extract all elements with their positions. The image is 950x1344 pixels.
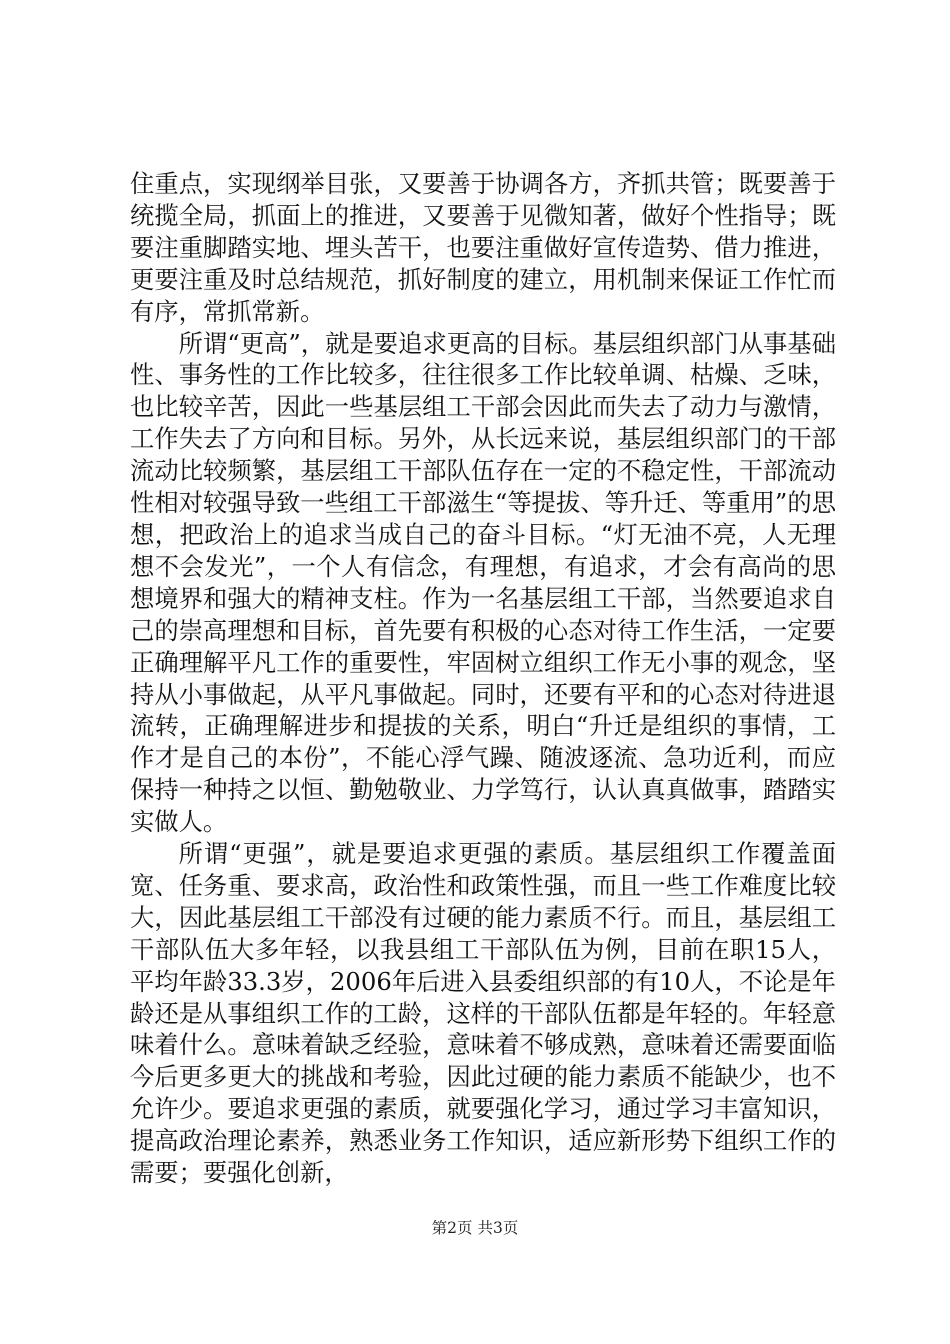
paragraph-higher-goal: 所谓“更高”，就是要追求更高的目标。基层组织部门从事基础性、事务性的工作比较多，往往很多工作比较单调、枯燥、乏味，也比较辛苦，因此一些基层组工干部会因此而失去了动力与激情，工作失去了方向和目标。另外，从长远来说，基层组织部门的干部流动比较频繁，基层组工干部队伍存在一定的不稳定性，干部流动性相对较强导致一些组工干部滋生“等提拔、等升迁、等重用”的思想，把政治上的追求当成自己的奋斗目标。“灯无油不亮，人无理想不会发光”，一个人有信念，有理想，有追求，才会有高尚的思想境界和强大的精神支柱。作为一名基层组工干部，当然要追求自己的崇高理想和目标，首先要有积极的心态对待工作生活，一定要正确理解平凡工作的重要性，牢固树立组织工作无小事的观念，坚持从小事做起，从平凡事做起。同时，还要有平和的心态对待进退流转，正确理解进步和提拔的关系，明白“升迁是组织的事情，工作才是自己的本份”，不能心浮气躁、随波逐流、急功近利，而应保持一种持之以恒、勤勉敬业、力学笃行，认认真真做事，踏踏实实做人。 <box>130 328 836 837</box>
paragraph-stronger-quality: 所谓“更强”，就是要追求更强的素质。基层组织工作覆盖面宽、任务重、要求高，政治性和政策性强，而且一些工作难度比较大，因此基层组工干部没有过硬的能力素质不行。而且，基层组工干部队伍大多年轻，以我县组工干部队伍为例，目前在职15人，平均年龄33.3岁，2006年后进入县委组织部的有10人，不论是年龄还是从事组织工作的工龄，这样的干部队伍都是年轻的。年轻意味着什么。意味着缺乏经验，意味着不够成熟，意味着还需要面临今后更多更大的挑战和考验，因此过硬的能力素质不能缺少，也不允许少。要追求更强的素质，就要强化学习，通过学习丰富知识，提高政治理论素养，熟悉业务工作知识，适应新形势下组织工作的需要；要强化创新， <box>130 839 836 1188</box>
paragraph-continuation: 住重点，实现纲举目张，又要善于协调各方，齐抓共管；既要善于统揽全局，抓面上的推进，又要善于见微知著，做好个性指导；既要注重脚踏实地、埋头苦干，也要注重做好宣传造势、借力推进，更要注重及时总结规范，抓好制度的建立，用机制来保证工作忙而有序，常抓常新。 <box>130 169 836 326</box>
document-body <box>130 168 836 1189</box>
page-number-footer: 第2页 共3页 <box>431 1219 519 1237</box>
